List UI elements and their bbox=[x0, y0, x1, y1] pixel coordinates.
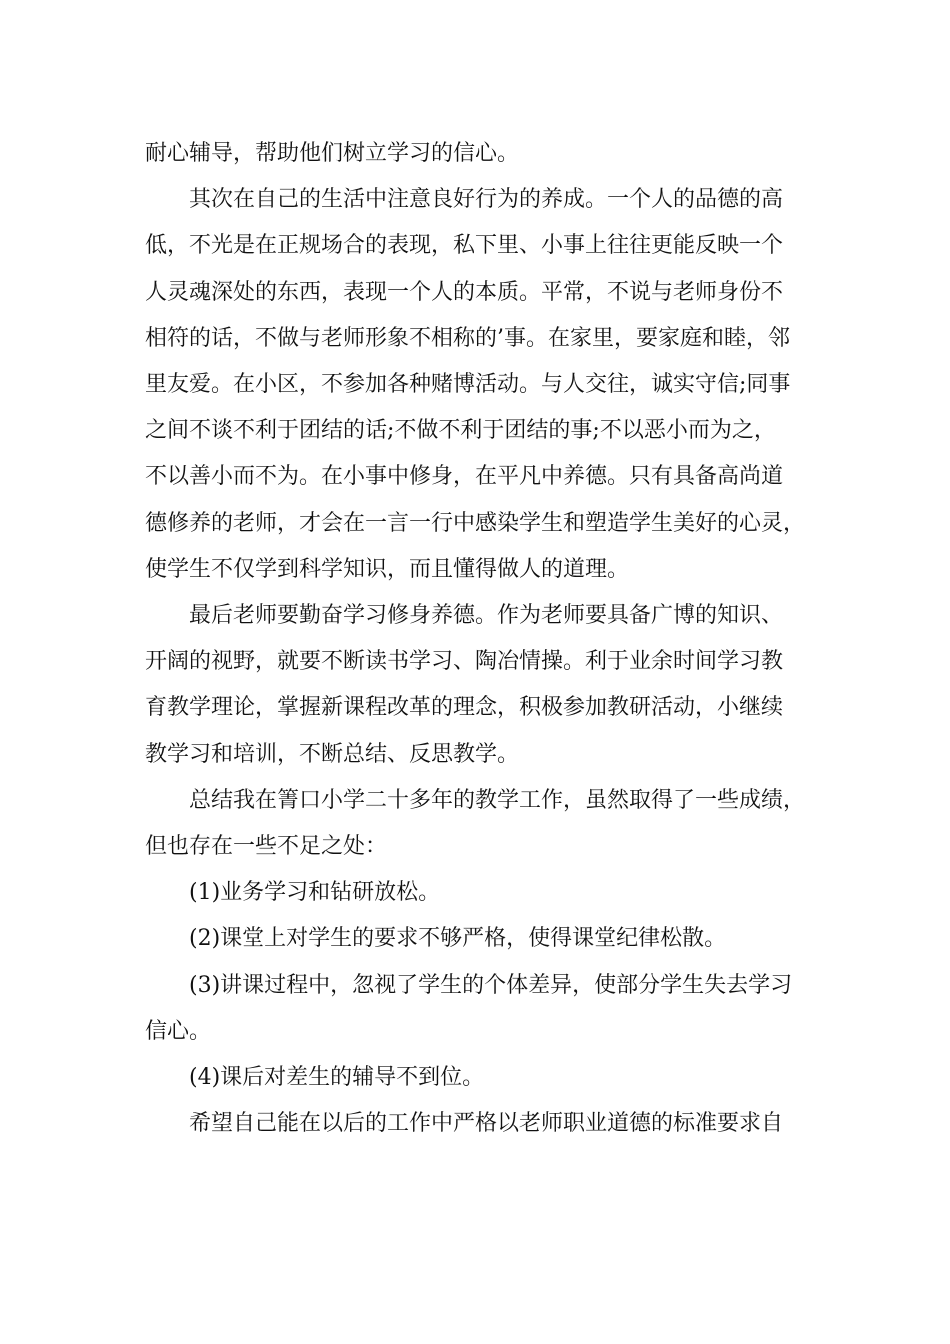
text-line: 不以善小而不为。在小事中修身，在平凡中养德。只有具备高尚道 bbox=[145, 464, 784, 490]
text-line: 之间不谈不利于团结的话;不做不利于团结的事;不以恶小而为之， bbox=[145, 418, 776, 444]
text-line: 使学生不仅学到科学知识，而且懂得做人的道理。 bbox=[145, 556, 630, 582]
text-line: (4)课后对差生的辅导不到位。 bbox=[189, 1065, 485, 1091]
text-line: 德修养的老师，才会在一言一行中感染学生和塑造学生美好的心灵， bbox=[145, 510, 806, 536]
text-line: 其次在自己的生活中注意良好行为的养成。一个人的品德的高 bbox=[189, 187, 784, 213]
text-line: (1)业务学习和钻研放松。 bbox=[189, 880, 441, 906]
text-line: 人灵魂深处的东西，表现一个人的本质。平常，不说与老师身份不 bbox=[145, 279, 784, 305]
text-line: 相符的话，不做与老师形象不相称的’事。在家里，要家庭和睦，邻 bbox=[145, 325, 790, 351]
text-line: 但也存在一些不足之处： bbox=[145, 834, 388, 860]
text-line: 教学习和培训，不断总结、反思教学。 bbox=[145, 741, 520, 767]
text-line: 希望自己能在以后的工作中严格以老师职业道德的标准要求自 bbox=[189, 1111, 784, 1137]
text-line: 开阔的视野，就要不断读书学习、陶冶情操。利于业余时间学习教 bbox=[145, 649, 784, 675]
text-line: 耐心辅导，帮助他们树立学习的信心。 bbox=[145, 141, 520, 166]
text-line: (3)讲课过程中，忽视了学生的个体差异，使部分学生失去学习 bbox=[189, 972, 793, 998]
text-line: (2)课堂上对学生的要求不够严格，使得课堂纪律松散。 bbox=[189, 926, 727, 952]
text-line: 最后老师要勤奋学习修身养德。作为老师要具备广博的知识、 bbox=[189, 603, 784, 629]
text-line: 总结我在箐口小学二十多年的教学工作，虽然取得了一些成绩， bbox=[189, 787, 806, 813]
text-line: 低，不光是在正规场合的表现，私下里、小事上往往更能反映一个 bbox=[145, 233, 784, 259]
text-line: 信心。 bbox=[145, 1018, 212, 1044]
body-text bbox=[145, 131, 810, 1147]
text-line: 里友爱。在小区，不参加各种赌博活动。与人交往，诚实守信;同事 bbox=[145, 372, 791, 398]
text-line: 育教学理论，掌握新课程改革的理念，积极参加教研活动，小继续 bbox=[145, 695, 784, 721]
